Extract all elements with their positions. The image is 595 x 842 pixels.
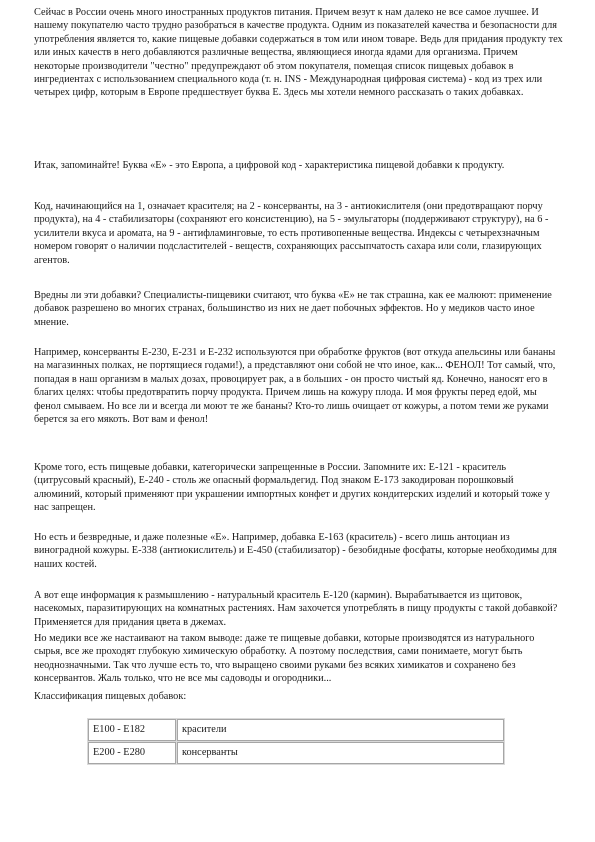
table-row (88, 719, 504, 741)
classification-label: Классификация пищевых добавок: (34, 691, 187, 702)
table-cell-code: Е100 - Е182 (88, 719, 176, 741)
paragraph-harmless: Но есть и безвредные, и даже полезные «Е». Например, добавка Е-163 (краситель) - всего лишь антоциан из виноградной кожуры. Е-338 (антиокислитель) и Е-450 (стабилизатор) - безобидные фосфаты, которые необходимы для наших костей. (34, 532, 557, 570)
paragraph-harm-question: Вредны ли эти добавки? Специалисты-пищевики считают, что буква «Е» не так страшна, как ее малюют: применение добавок разрешено во многих странах, большинство из них не дает побочных эффектов. Но у медиков часто иное мнение. (34, 290, 552, 328)
table-cell-code: Е200 - Е280 (88, 742, 176, 764)
paragraph-forbidden: Кроме того, есть пищевые добавки, категорически запрещенные в России. Запомните их: Е-121 - краситель (цитрусовый красный), Е-240 - столь же опасный формальдегид. Под знаком Е-173 закодирован порошковый алюминий, который применяют при украшении импортных конфет и других кондитерских изделий и который тоже у нас запрещен. (34, 462, 550, 514)
paragraph-conclusion: Но медики все же настаивают на таком выводе: даже те пищевые добавки, которые производятся из натурального сырья, все же проходят глубокую химическую обработку. А поэтому последствия, сами понимаете, могут быть неоднозначными. Так что лучше есть то, что выращено своими руками без всяких химикатов и сохранено без консервантов. Жаль только, что не все мы садоводы и огородники... (34, 633, 535, 685)
table-row (88, 742, 504, 764)
classification-table (87, 718, 505, 765)
paragraph-phenol: Например, консерванты Е-230, Е-231 и Е-232 используются при обработке фруктов (вот откуда апельсины или бананы на магазинных полках, не портящиеся годами!), а представляют они собой не что иное, как... ФЕНОЛ! Тот самый, что, попадая в наш организм в малых дозах, провоцирует рак, а в больших - он просто чистый яд. Конечно, наносят его в благих целях: чтобы предотвратить порчу продукта. Причем лишь на кожуру плода. И моя фрукты перед едой, мы фенол смываем. Но все ли и всегда ли моют те же бананы? Кто-то лишь очищает от кожуры, а потом теми же руками берется за его мякоть. Вот вам и фенол! (34, 347, 556, 426)
paragraph-intro: Сейчас в России очень много иностранных продуктов питания. Причем везут к нам далеко не все самое лучшее. И нашему покупателю часто трудно разобраться в качестве продукта. Одним из показателей качества и безопасности для употребления является то, какие пищевые добавки содержаться в том или ином товаре. Ведь для придания продукту тех или иных качеств в него добавляются различные вещества, являющиеся иногда ядами для организма. Причем некоторые производители "честно" предупреждают об этом покупателя, помещая список пищевых добавок в ингредиентах с использованием специального кода (т. н. INS - Международная цифровая система) - код из трех или четырех цифр, которым в Европе предшествует буква Е. Здесь мы хотели немного рассказать о таких добавках. (34, 7, 563, 99)
table-cell-category: красители (177, 719, 504, 741)
table-cell-category: консерванты (177, 742, 504, 764)
paragraph-carmine: А вот еще информация к размышлению - натуральный краситель Е-120 (кармин). Вырабатывается из щитовок, насекомых, паразитирующих на комнатных растениях. Нам захочется употреблять в пищу продукты с такой добавкой? Применяется для придания цвета в джемах. (34, 590, 558, 628)
paragraph-code-meaning: Код, начинающийся на 1, означает красителя; на 2 - консерванты, на 3 - антиокислителя (они предотвращают порчу продукта), на 4 - стабилизаторы (сохраняют его консистенцию), на 5 - эмульгаторы (поддерживают структуру), на 6 - усилители вкуса и аромата, на 9 - антифламинговые, то есть противопенные вещества. Индексы с четырехзначным номером говорят о наличии подсластителей - веществ, сохраняющих рассыпчатость сахара или соли, глазирующих агентов. (34, 201, 549, 266)
paragraph-e-letter: Итак, запоминайте! Буква «Е» - это Европа, а цифровой код - характеристика пищевой добавки к продукту. (34, 160, 505, 171)
